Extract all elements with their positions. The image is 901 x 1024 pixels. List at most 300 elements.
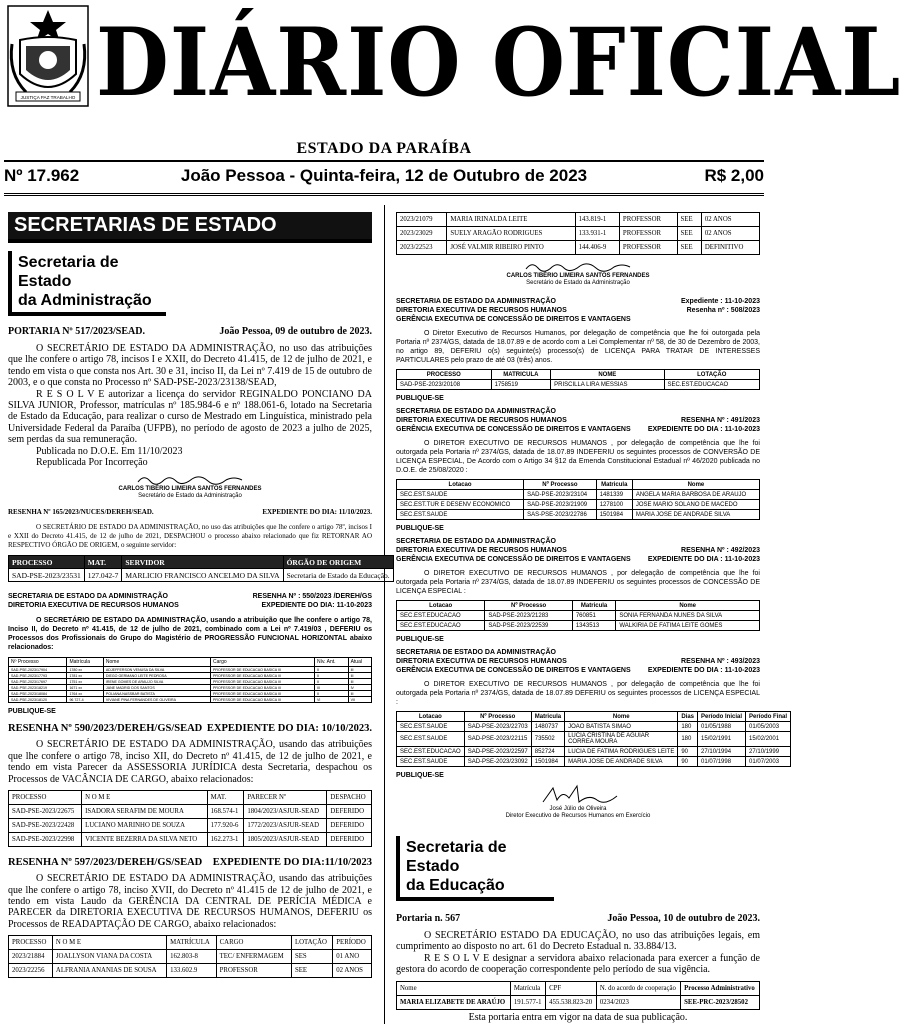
- table-header-cell: Nº Processo: [524, 480, 597, 490]
- text: GERÊNCIA EXECUTIVA DE CONCESSÃO DE DIREITOS E VANTAGENS: [396, 667, 631, 674]
- table-cell: ANGELA MARIA BARBOSA DE ARAUJO: [632, 490, 759, 500]
- table-cell: SAD-PSE-2023/22428: [9, 819, 82, 833]
- table-cell: 1758519: [491, 380, 551, 390]
- table-cell: SEC.EST.SAUDE: [397, 757, 465, 767]
- table-cell: 1764 xx: [67, 691, 103, 697]
- subsection-title-line: Secretaria de Estado: [406, 839, 507, 875]
- portaria-title: Portaria n. 567: [396, 913, 461, 924]
- table-cell: ADJEFFERSON VENUSA DA SILVA: [103, 667, 210, 673]
- table-cell: SEC.EST.EDUCACAO: [397, 747, 465, 757]
- republication-note: Republicada Por Incorreção: [36, 457, 148, 469]
- table-cell: 180: [678, 722, 698, 732]
- table-header-cell: DESPACHO: [327, 791, 372, 805]
- table-header-cell: Nív. Ant.: [315, 658, 349, 667]
- table-cell: SAD-PSE-2023/23092: [464, 757, 531, 767]
- publique-se: PUBLIQUE-SE: [396, 395, 444, 402]
- table-cell: 1805/2023/ASJUR-SEAD: [244, 833, 327, 847]
- table-cell: 1780 xx: [67, 667, 103, 673]
- table-cell: VII: [348, 697, 371, 703]
- subsection-header: [396, 836, 554, 901]
- signatory-role: Diretor Executivo de Recursos Humanos em Exercício: [505, 813, 651, 819]
- table-cell: SEE: [291, 964, 332, 978]
- table-cell: SAD-PSE-2023/22675: [9, 805, 82, 819]
- table-cell: PROFESSOR: [619, 213, 677, 227]
- table-cell: SAD-PSE-2023/17793: [9, 673, 67, 679]
- text: Resenha nº : 508/2023: [686, 307, 760, 314]
- table-cell: MARLICIO FRANCISCO ANCELMO DA SILVA: [122, 569, 283, 582]
- table-row: [397, 732, 791, 747]
- state-name: ESTADO DA PARAÍBA: [296, 140, 472, 157]
- table-cell: 27/10/1994: [698, 747, 746, 757]
- table-cell: 2023/22523: [397, 241, 447, 255]
- table-header-cell: CARGO: [216, 936, 291, 950]
- table-row: [397, 722, 791, 732]
- table-cell: II: [315, 679, 349, 685]
- table-cell: 02 ANOS: [333, 964, 372, 978]
- table-cell: 1343513: [572, 621, 616, 631]
- text: DIRETORIA EXECUTIVA DE RECURSOS HUMANOS: [396, 658, 567, 665]
- table-cell: SES: [291, 950, 332, 964]
- table-cell: DEFERIDO: [327, 833, 372, 847]
- table-cell: MARIA ELIZABETE DE ARAÚJO: [397, 995, 511, 1009]
- resenha-body: O DIRETOR EXECUTIVO DE RECURSOS HUMANOS , por delegação de competência que lhe foi outorgada pela Portaria nº 2374/GS, datada de 18.07.89 INDEFERIU os seguintes processos de CONVERSÃO DE LICENÇA ESPECIAL, De Acordo com o Artigo 34 §12 da Emenda Constitucional Estadual nº 46/2020 publicada no D.O.E. de 25/08/2020 :: [396, 440, 760, 474]
- signature-image: [533, 784, 623, 806]
- table-header-row: [9, 658, 372, 667]
- data-table: [396, 479, 760, 520]
- data-table: [8, 935, 372, 978]
- crest-motto: JUSTIÇA PAZ TRABALHO: [20, 95, 76, 100]
- resenha-title: RESENHA Nº 590/2023/DEREH/GS/SEAD: [8, 723, 203, 735]
- table-cell: PROFESSOR DE EDUCACAO BASICA III: [211, 679, 315, 685]
- table-cell: MARIA JOSE DE ANDRADE SILVA: [565, 757, 678, 767]
- issue-date: João Pessoa - Quinta-feira, 12 de Outubro de 2023: [180, 166, 588, 185]
- portaria-body: O SECRETÁRIO DE ESTADO DA ADMINISTRAÇÃO, no uso das atribuições que lhe confere o artigo 78, incisos I e XXII, do Decreto 41.415, de 12 de julho de 2021, e tendo em vista o que consta nos Art. 30 e 31, inciso II, da Lei nº 7.419 de 15 de outubro de 2003, e o que consta no Processo nº SAD-PSE-2023/23138/SEAD,: [8, 343, 372, 389]
- data-table: [396, 369, 760, 390]
- table-cell: PROFESSOR DE EDUCACAO BASICA III: [211, 697, 315, 703]
- table-cell: JOSE MARIO SOLANO DE MACEDO: [632, 500, 759, 510]
- table-row: [9, 697, 372, 703]
- table-cell: SAD-PSE-2023/23104: [524, 490, 597, 500]
- table-cell: 1671 xx: [67, 685, 103, 691]
- table-cell: PROFESSOR: [619, 241, 677, 255]
- table-row: [9, 950, 372, 964]
- publique-se: PUBLIQUE-SE: [396, 772, 444, 779]
- table-header-cell: PERÍODO: [333, 936, 372, 950]
- table-row: [397, 510, 760, 520]
- portaria-title: PORTARIA Nº 517/2023/SEAD.: [8, 326, 145, 337]
- table-row: [9, 569, 394, 582]
- newspaper-title: DIÁRIO OFICIAL: [96, 6, 901, 118]
- table-cell: 760851: [572, 611, 616, 621]
- table-cell: SAD-PSE-2023/18120: [9, 697, 67, 703]
- signature-image: [130, 472, 250, 486]
- table-header-cell: Período Final: [746, 712, 791, 722]
- data-table: [8, 555, 394, 582]
- table-cell: SEC.EST.EDUCACAO: [664, 380, 760, 390]
- issue-info-bar: [4, 166, 764, 190]
- table-header-cell: LOTAÇÃO: [664, 370, 760, 380]
- table-header-cell: MAT.: [84, 556, 122, 569]
- table-cell: VICENTE BEZERRA DA SILVA NETO: [82, 833, 208, 847]
- table-cell: 1781 xx: [67, 673, 103, 679]
- table-header-cell: ÓRGÃO DE ORIGEM: [283, 556, 393, 569]
- table-cell: 1751 xx: [67, 679, 103, 685]
- table-cell: SAD-PSE-2023/18219: [9, 685, 67, 691]
- table-cell: TEC/ ENFERMAGEM: [216, 950, 291, 964]
- table-header-row: [397, 601, 760, 611]
- text: GERÊNCIA EXECUTIVA DE CONCESSÃO DE DIREITOS E VANTAGENS: [396, 556, 631, 563]
- table-cell: 735502: [531, 732, 564, 747]
- table-header-cell: Nome: [397, 981, 511, 995]
- table-cell: SAD-PSE-2023/22115: [464, 732, 531, 747]
- table-header-cell: PROCESSO: [9, 791, 82, 805]
- table-header-cell: Processo Administrativo: [681, 981, 760, 995]
- table-cell: ISADORA SERAFIM DE MOURA: [82, 805, 208, 819]
- table-cell: 1481339: [596, 490, 632, 500]
- resenha-header: [8, 723, 372, 734]
- table-cell: DEFERIDO: [327, 805, 372, 819]
- resenha-title: RESENHA Nº 597/2023/DEREH/GS/SEAD: [8, 857, 203, 869]
- table-cell: SAD-PSE-2023/20108: [397, 380, 492, 390]
- table-cell: PROFESSOR DE EDUCACAO BASICA III: [211, 673, 315, 679]
- issue-price: R$ 2,00: [704, 166, 764, 185]
- table-header-cell: Matricula: [572, 601, 616, 611]
- table-cell: 143.819-1: [575, 213, 619, 227]
- table-cell: 27/10/1999: [746, 747, 791, 757]
- table-cell: SAD-PSE-2023/21909: [524, 500, 597, 510]
- text: RESENHA Nº : 493/2023: [681, 658, 760, 665]
- table-cell: SAD-PSE-2023/17904: [9, 667, 67, 673]
- table-header-cell: Lotacao: [397, 480, 524, 490]
- table-cell: SEE: [677, 227, 701, 241]
- table-cell: IV: [348, 685, 371, 691]
- publication-note: Publicada no D.O.E. Em 11/10/2023: [36, 445, 183, 457]
- section-header: SECRETARIAS DE ESTADO: [8, 212, 372, 243]
- table-cell: II: [315, 667, 349, 673]
- table-row: [397, 747, 791, 757]
- subsection-title-line: Secretaria de Estado: [18, 254, 119, 290]
- divider: [4, 193, 764, 196]
- table-header-row: [9, 936, 372, 950]
- text: DIRETORIA EXECUTIVA DE RECURSOS HUMANOS: [396, 417, 567, 424]
- table-cell: PROFESSOR DE EDUCACAO BASICA III: [211, 667, 315, 673]
- table-cell: VI: [315, 697, 349, 703]
- table-cell: SAD-PSE-2023/18084: [9, 691, 67, 697]
- issue-number: Nº 17.962: [4, 166, 80, 185]
- data-table: [8, 790, 372, 847]
- table-header-cell: LOTAÇÃO: [291, 936, 332, 950]
- table-cell: 15/02/2001: [746, 732, 791, 747]
- text: EXPEDIENTE DO DIA: 11-10-2023: [261, 602, 372, 610]
- publique-se: PUBLIQUE-SE: [8, 708, 56, 716]
- table-cell: JOALLYSON VIANA DA COSTA: [52, 950, 166, 964]
- portaria-header: [396, 913, 760, 924]
- table-header-cell: Nº Processo: [485, 601, 573, 611]
- table-cell: JOSÉ VALMIR RIBEIRO PINTO: [447, 241, 575, 255]
- signatory-name: CARLOS TIBÉRIO LIMEIRA SANTOS FERNANDES: [118, 486, 262, 493]
- text: RESENHA Nº : 491/2023: [681, 417, 760, 424]
- text: EXPEDIENTE DO DIA : 11-10-2023: [647, 426, 760, 433]
- table-cell: LUCIA CRISTINA DE AGUIAR CORREA MOURA: [565, 732, 678, 747]
- table-header-cell: PROCESSO: [9, 556, 85, 569]
- table-cell: POLIANA NASSBAR BATISTA: [103, 691, 210, 697]
- table-header-row: [397, 981, 760, 995]
- subsection-title-line: da Administração: [18, 292, 152, 309]
- resenha-body: O SECRETÁRIO DE ESTADO DA ADMINISTRAÇÃO, usando a atribuição que lhe confere o artigo 78, Inciso II, do Decreto nº 41.415, de 12 de julho de 2021, combinado com a Lei nº 7.419/03 , DEFERIU os Processos dos Profissionais do Grupo do Magistério de PROGRESSÃO FUNCIONAL HORIZONTAL abaixo relacionados:: [8, 617, 372, 652]
- publique-se: PUBLIQUE-SE: [396, 636, 444, 643]
- table-row: [397, 241, 760, 255]
- table-cell: 133.931-1: [575, 227, 619, 241]
- table-cell: 2023/22256: [9, 964, 53, 978]
- table-cell: 90: [678, 757, 698, 767]
- table-header-cell: Nome: [616, 601, 760, 611]
- data-table: [396, 981, 760, 1010]
- table-cell: SEC.EST.SAUDE: [397, 490, 524, 500]
- table-header-cell: N O M E: [82, 791, 208, 805]
- table-cell: SAD-PSE-2023/21283: [485, 611, 573, 621]
- resenha-org-header: [396, 407, 760, 434]
- table-cell: 168.574-1: [207, 805, 244, 819]
- table-header-cell: Matrícula: [67, 658, 103, 667]
- table-header-row: [9, 556, 394, 569]
- resenha-org-header: [396, 297, 760, 324]
- table-header-cell: Nome: [565, 712, 678, 722]
- table-cell: 01/05/2003: [746, 722, 791, 732]
- table-cell: 162.803-8: [167, 950, 217, 964]
- column-divider: [384, 205, 385, 1024]
- subsection-header: [8, 251, 166, 316]
- table-cell: PROFESSOR DE EDUCACAO BASICA III: [211, 691, 315, 697]
- table-header-cell: Nome: [103, 658, 210, 667]
- data-table: [396, 212, 760, 255]
- table-cell: 177.920-6: [207, 819, 244, 833]
- resenha-org-header: [8, 592, 372, 610]
- table-cell: 144.406-9: [575, 241, 619, 255]
- table-row: [9, 819, 372, 833]
- table-row: [397, 490, 760, 500]
- table-cell: DIEGO GERMANO LEITE PEDROSA: [103, 673, 210, 679]
- resenha-org-header: [396, 537, 760, 564]
- table-row: [397, 621, 760, 631]
- table-cell: 01/05/1988: [698, 722, 746, 732]
- table-cell: SAD-PSE-2023/22998: [9, 833, 82, 847]
- table-header-cell: NOME: [551, 370, 664, 380]
- table-cell: Secretaria de Estado da Educação.: [283, 569, 393, 582]
- table-row: [9, 964, 372, 978]
- table-cell: 02 ANOS: [701, 227, 759, 241]
- portaria-date: João Pessoa, 10 de outubro de 2023.: [607, 913, 760, 924]
- text: Expediente : 11-10-2023: [681, 298, 760, 305]
- table-header-cell: CPF: [546, 981, 597, 995]
- table-cell: PROFESSOR DE EDUCACAO BASICA III: [211, 685, 315, 691]
- portaria-resolve: R E S O L V E autorizar a licença do servidor REGINALDO PONCIANO DA SILVA JUNIOR, Professor, matrículas nº 185.984-6 e nº 188.061-6, lotado na Secretaria de Estado da Educação, para realizar o curso de Mestrado em Linguística, ministrado pela Universidade Federal da Paraíba (UFPB), no período de agosto de 2023 a julho de 2025, sem perdas da sua remuneração.: [8, 388, 372, 446]
- subsection-title-line: da Educação: [406, 877, 505, 894]
- table-cell: II: [315, 673, 349, 679]
- table-row: [397, 227, 760, 241]
- table-cell: DEFERIDO: [327, 819, 372, 833]
- table-cell: 455.538.823-20: [546, 995, 597, 1009]
- table-row: [9, 805, 372, 819]
- table-header-cell: N O M E: [52, 936, 166, 950]
- table-cell: 1501984: [596, 510, 632, 520]
- table-row: [397, 500, 760, 510]
- text: RESENHA Nº : 550/2023 /DEREH/GS: [252, 593, 372, 601]
- table-cell: 2023/21079: [397, 213, 447, 227]
- table-cell: DEFINITIVO: [701, 241, 759, 255]
- table-cell: II: [315, 691, 349, 697]
- table-cell: 01/07/2003: [746, 757, 791, 767]
- table-header-cell: Lotacao: [397, 601, 485, 611]
- table-cell: SEC.EST.SAUDE: [397, 732, 465, 747]
- table-cell: 01 ANO: [333, 950, 372, 964]
- table-cell: 127.042-7: [84, 569, 122, 582]
- text: SECRETARIA DE ESTADO DA ADMINISTRAÇÃO: [8, 593, 168, 601]
- table-header-cell: Matricula: [531, 712, 564, 722]
- table-header-cell: PROCESSO: [9, 936, 53, 950]
- table-cell: SAD-PSE-2023/22539: [485, 621, 573, 631]
- table-cell: SEC.EST.SAUDE: [397, 510, 524, 520]
- table-header-row: [397, 712, 791, 722]
- table-cell: SEC.EST.EDUCACAO: [397, 621, 485, 631]
- signatory-name: José Júlio de Oliveira: [549, 806, 607, 812]
- table-cell: SEC.EST.EDUCACAO: [397, 611, 485, 621]
- resenha-date: EXPEDIENTE DO DIA: 10/10/2023.: [206, 723, 372, 735]
- left-column: [8, 212, 390, 1024]
- table-cell: 191.577-1: [510, 995, 545, 1009]
- table-cell: III: [348, 691, 371, 697]
- table-header-cell: Nº Processo: [9, 658, 67, 667]
- resenha-header: [8, 857, 372, 868]
- text: DIRETORIA EXECUTIVA DE RECURSOS HUMANOS: [396, 547, 567, 554]
- table-cell: MARIA JOSE DE ANDRADE SILVA: [632, 510, 759, 520]
- table-cell: 01/07/1998: [698, 757, 746, 767]
- text: RESENHA Nº : 492/2023: [681, 547, 760, 554]
- table-cell: JOAO BATISTA SIMAO: [565, 722, 678, 732]
- table-cell: SEE-PRC-2023/28502: [681, 995, 760, 1009]
- paraiba-coat-of-arms-icon: [6, 4, 90, 108]
- portaria-header: [8, 326, 372, 337]
- table-row: [397, 380, 760, 390]
- table-row: [397, 213, 760, 227]
- table-cell: SONIA FERNANDA NUNES DA SILVA: [616, 611, 760, 621]
- table-cell: III: [348, 673, 371, 679]
- right-column: [396, 212, 788, 1024]
- signatory-role: Secretário de Estado da Administração: [526, 280, 630, 286]
- text: EXPEDIENTE DO DIA : 11-10-2023: [647, 667, 760, 674]
- table-row: [397, 611, 760, 621]
- table-cell: 1501984: [531, 757, 564, 767]
- text: DIRETORIA EXECUTIVA DE RECURSOS HUMANOS: [8, 602, 179, 610]
- table-cell: 1480737: [531, 722, 564, 732]
- table-header-cell: MAT.: [207, 791, 244, 805]
- resenha-body: O DIRETOR EXECUTIVO DE RECURSOS HUMANOS , por delegação de competência que lhe foi outorgada pela Portaria nº 2374/GS, datada de 18.07.89 INDEFERIU os seguintes processos de CONCESSÃO DE LICENÇA ESPECIAL :: [396, 570, 760, 595]
- table-cell: 02 ANOS: [701, 213, 759, 227]
- resenha-body: O SECRETÁRIO DE ESTADO DA ADMINISTRAÇÃO, usando das atribuições que lhe confere o artigo 78, inciso XII, do Decreto nº 41.415, de 12 de julho de 2021, e tendo em vista Parecer da ASSESSORIA JURÍDICA desta Secretaria, despachou os Processos de VACÂNCIA DE CARGO, abaixo relacionados:: [8, 739, 372, 785]
- table-cell: III: [348, 667, 371, 673]
- portaria-resolve: R E S O L V E designar a servidora abaixo relacionada para exercer a função de gestora do acordo de cooperação correspondente pelo período de sua vigência.: [396, 952, 760, 976]
- table-header-cell: Nome: [632, 480, 759, 490]
- table-header-cell: Atual: [348, 658, 371, 667]
- text: SECRETARIA DE ESTADO DA ADMINISTRAÇÃO: [396, 538, 556, 545]
- table-cell: 180: [678, 732, 698, 747]
- resenha-body: O DIRETOR EXECUTIVO DE RECURSOS HUMANOS , por delegação de competência que lhe foi outorgada pela Portaria nº 2374/GS, datada de 18.07.89 DEFERIU os seguintes processos de LICENÇA ESPECIAL :: [396, 681, 760, 706]
- table-cell: III: [348, 679, 371, 685]
- table-header-row: [9, 791, 372, 805]
- table-cell: SEC.EST.SAUDE: [397, 722, 465, 732]
- table-cell: 162.273-1: [207, 833, 244, 847]
- table-cell: SAS-PSE-2023/22786: [524, 510, 597, 520]
- table-header-cell: Cargo: [211, 658, 315, 667]
- portaria-body: O SECRETÁRIO ESTADO DA EDUCAÇÃO, no uso das atribuições legais, em cumprimento ao disposto no art. 61 do Decreto Estadual n. 33.884/13.: [396, 930, 760, 953]
- table-cell: IRENE GOMES DE ARAUJO SILVA: [103, 679, 210, 685]
- table-cell: SAD-PSE-2023/23531: [9, 569, 85, 582]
- signatory-name: CARLOS TIBÉRIO LIMEIRA SANTOS FERNANDES: [506, 273, 650, 279]
- table-header-cell: Dias: [678, 712, 698, 722]
- text: SECRETARIA DE ESTADO DA ADMINISTRAÇÃO: [396, 298, 556, 305]
- table-header-cell: Matrícula: [510, 981, 545, 995]
- table-cell: 133.602.9: [167, 964, 217, 978]
- resenha-body: O Diretor Executivo de Recursos Humanos, por delegação de competência que lhe foi outorgada pela Portaria nº 2374/GS, datada de 18.07.89 e de acordo com a Lei Complementar nº 58, de 30 de Dezembro de 2003, no artigo 89, DEFERIU o(s) seguinte(s) processo(s) de LICENÇA PARA TRATAR DE INTERESSES PARTICULARES pelo prazo de até 03 (três) anos.: [396, 330, 760, 364]
- table-cell: LUCIA DE FATIMA RODRIGUES LEITE: [565, 747, 678, 757]
- text: GERÊNCIA EXECUTIVA DE CONCESSÃO DE DIREITOS E VANTAGENS: [396, 426, 631, 433]
- resenha-org-header: [396, 648, 760, 675]
- table-header-row: [397, 370, 760, 380]
- table-cell: SEE: [677, 213, 701, 227]
- table-cell: 96 727-4: [67, 697, 103, 703]
- table-cell: 15/02/1991: [698, 732, 746, 747]
- text: SECRETARIA DE ESTADO DA ADMINISTRAÇÃO: [396, 649, 556, 656]
- table-cell: 1278100: [596, 500, 632, 510]
- table-cell: 2023/23029: [397, 227, 447, 241]
- table-cell: SAD-PSE-2023/22597: [464, 747, 531, 757]
- resenha-date: EXPEDIENTE DO DIA: 11/10/2023.: [262, 508, 372, 517]
- table-cell: 1804/2023/ASJUR-SEAD: [244, 805, 327, 819]
- table-header-cell: PARECER Nº: [244, 791, 327, 805]
- data-table: [396, 600, 760, 631]
- table-header-cell: Lotacao: [397, 712, 465, 722]
- table-header-cell: Nº Processo: [464, 712, 531, 722]
- table-row: [397, 995, 760, 1009]
- masthead: [0, 0, 901, 200]
- table-cell: SEC.EST.TUR E DESENV ECONOMICO: [397, 500, 524, 510]
- table-row: [9, 833, 372, 847]
- table-cell: 0234/2023: [596, 995, 680, 1009]
- table-cell: SEE: [677, 241, 701, 255]
- table-cell: III: [315, 685, 349, 691]
- resenha-body: O SECRETÁRIO DE ESTADO DA ADMINISTRAÇÃO, no uso das atribuições que lhe confere o artigo 78º, incisos I e XXII do Decreto 41.415, de 12 de julho de 2021, DESPACHOU o processo abaixo relacionado que fiz RETORNAR AO RESPECTIVO ÓRGÃO DE ORIGEM, o seguinte servidor:: [8, 523, 372, 550]
- table-cell: VIVIANE PINA FERNANDES DE OLIVEIRA: [103, 697, 210, 703]
- text: DIRETORIA EXECUTIVA DE RECURSOS HUMANOS: [396, 307, 567, 314]
- table-header-row: [397, 480, 760, 490]
- resenha-date: EXPEDIENTE DO DIA:11/10/2023: [212, 857, 372, 869]
- table-cell: WALKIRIA DE FATIMA LEITE GOMES: [616, 621, 760, 631]
- resenha-header: [8, 508, 372, 517]
- table-header-cell: MATRÍCULA: [167, 936, 217, 950]
- signature-image: [518, 259, 638, 273]
- table-cell: SAD-PSE-2023/22703: [464, 722, 531, 732]
- table-header-cell: MATRICULA: [491, 370, 551, 380]
- data-table: [8, 657, 372, 703]
- table-row: [397, 757, 791, 767]
- table-header-cell: N. do acordo de cooperação: [596, 981, 680, 995]
- table-cell: ALFRANIA ANANIAS DE SOUSA: [52, 964, 166, 978]
- table-cell: 90: [678, 747, 698, 757]
- table-cell: LUCIANO MARINHO DE SOUZA: [82, 819, 208, 833]
- table-cell: SAD-PSE-2023/17697: [9, 679, 67, 685]
- table-cell: JANE MADRID DOS SANTOS: [103, 685, 210, 691]
- signatory-role: Secretário de Estado da Administração: [138, 493, 242, 500]
- table-header-cell: Matricula: [596, 480, 632, 490]
